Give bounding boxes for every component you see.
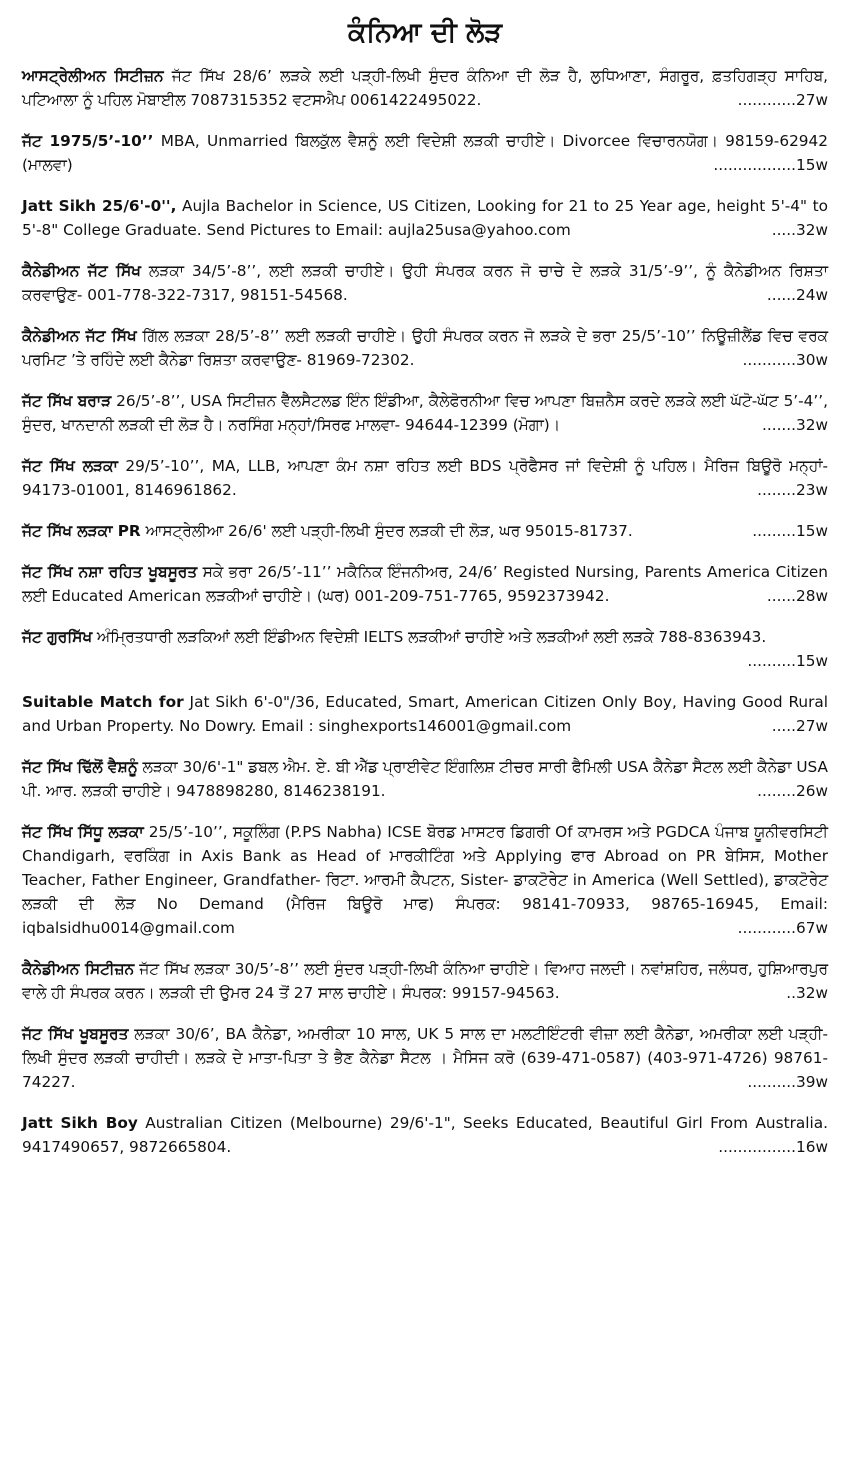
ad-lead: ਜੱਟ ਸਿੱਖ ਸਿੱਧੂ ਲੜਕਾ bbox=[22, 823, 144, 841]
ad-entry bbox=[22, 389, 828, 437]
ad-lead: ਜੱਟ ਸਿੱਖ ਨਸ਼ਾ ਰਹਿਤ ਖੂਬਸੂਰਤ bbox=[22, 563, 198, 581]
ad-lead: ਆਸਟ੍ਰੇਲੀਅਨ ਸਿਟੀਜ਼ਨ bbox=[22, 67, 164, 85]
ad-text: ਸਕੇ ਭਰਾ 26/5’-11’’ ਮਕੈਨਿਕ ਇੰਜਨੀਅਰ, 24/6’ Registed Nursing, Parents America Citizen ਲਈ Educated American ਲੜਕੀਆਂ ਚਾਹੀਏ। (ਘਰ) 001-209-751-7765, 9592373942. bbox=[22, 563, 828, 605]
ad-lead: ਜੱਟ 1975/5’-10’’ bbox=[22, 132, 154, 150]
ad-word-count: ...........30w bbox=[742, 351, 828, 369]
page-title: ਕੰਨਿਆ ਦੀ ਲੋੜ bbox=[347, 17, 503, 48]
ad-lead: ਜੱਟ ਸਿੱਖ ਲੜਕਾ PR bbox=[22, 522, 141, 540]
ad-text: ਲੜਕਾ 30/6'-1" ਡਬਲ ਐਮ. ਏ. ਬੀ ਐੱਡ ਪ੍ਰਾਈਵੇਟ ਇੰਗਲਿਸ਼ ਟੀਚਰ ਸਾਰੀ ਫੈਮਿਲੀ USA ਕੈਨੇਡਾ ਸੈਟਲ ਲਈ ਕੈਨੇਡਾ USA ਪੀ. ਆਰ. ਲੜਕੀ ਚਾਹੀਏ। 9478898280, 8146238191. bbox=[22, 758, 828, 800]
ad-entry bbox=[22, 259, 828, 307]
ad-entry bbox=[22, 755, 828, 803]
ads-list bbox=[22, 64, 828, 1159]
ad-entry bbox=[22, 519, 828, 543]
ad-entry bbox=[22, 324, 828, 372]
ad-lead: ਜੱਟ ਸਿੱਖ ਬਰਾੜ bbox=[22, 392, 112, 410]
ad-text: ਅੰਮ੍ਰਿਤਧਾਰੀ ਲੜਕਿਆਂ ਲਈ ਇੰਡੀਅਨ ਵਿਦੇਸ਼ੀ IELTS ਲੜਕੀਆਂ ਚਾਹੀਏ ਅਤੇ ਲੜਕੀਆਂ ਲਈ ਲੜਕੇ 788-8363943. bbox=[92, 628, 767, 646]
ad-text: 29/5’-10’’, MA, LLB, ਆਪਣਾ ਕੰਮ ਨਸ਼ਾ ਰਹਿਤ ਲਈ BDS ਪ੍ਰੋਫੈਸਰ ਜਾਂ ਵਿਦੇਸ਼ੀ ਨੂੰ ਪਹਿਲ। ਮੈਰਿਜ ਬਿਊਰੋ ਮਨ੍ਹਾਂ- 94173-01001, 8146961862. bbox=[22, 457, 828, 499]
ad-lead: ਜੱਟ ਗੁਰਸਿੱਖ bbox=[22, 628, 93, 646]
ad-text: ਗਿੱਲ ਲੜਕਾ 28/5’-8’’ ਲਈ ਲੜਕੀ ਚਾਹੀਏ। ਉਹੀ ਸੰਪਰਕ ਕਰਨ ਜੋ ਲੜਕੇ ਦੇ ਭਰਾ 25/5’-10’’ ਨਿਊਜ਼ੀਲੈਂਡ ਵਿਚ ਵਰਕ ਪਰਮਿਟ ’ਤੇ ਰਹਿੰਦੇ ਲਈ ਕੈਨੇਡਾ ਰਿਸ਼ਤਾ ਕਰਵਾਉਣ- 81969-72302. bbox=[22, 327, 828, 369]
ad-text: 26/5’-8’’, USA ਸਿਟੀਜ਼ਨ ਵੈੱਲਸੈਟਲਡ ਇੰਨ ਇੰਡੀਆ, ਕੈਲੇਫੋਰਨੀਆ ਵਿਚ ਆਪਣਾ ਬਿਜ਼ਨੈਸ ਕਰਦੇ ਲੜਕੇ ਲਈ ਘੱਟੋ-ਘੱਟ 5’-4’’, ਸੁੰਦਰ, ਖਾਨਦਾਨੀ ਲੜਕੀ ਦੀ ਲੋੜ ਹੈ। ਨਰਸਿੰਗ ਮਨ੍ਹਾਂ/ਸਿਰਫ ਮਾਲਵਾ- 94644-12399 (ਮੋਗਾ)। bbox=[22, 392, 828, 434]
ad-word-count: ..........15w bbox=[747, 652, 828, 670]
ad-entry bbox=[22, 1022, 828, 1094]
ad-entry bbox=[22, 690, 828, 738]
ad-entry bbox=[22, 560, 828, 608]
ad-word-count: ........23w bbox=[757, 481, 828, 499]
ad-lead: ਜੱਟ ਸਿੱਖ ਢਿੱਲੋਂ ਵੈਸ਼ਨੂੰ bbox=[22, 758, 138, 776]
ad-text: Australian Citizen (Melbourne) 29/6'-1", Seeks Educated, Beautiful Girl From Australia. 9417490657, 9872665804. bbox=[22, 1114, 828, 1156]
ad-word-count: ..........39w bbox=[747, 1073, 828, 1091]
ad-word-count: ........26w bbox=[757, 782, 828, 800]
ad-entry bbox=[22, 129, 828, 177]
ad-text: 25/5’-10’’, ਸਕੂਲਿੰਗ (P.PS Nabha) ICSE ਬੋਰਡ ਮਾਸਟਰ ਡਿਗਰੀ Of ਕਾਮਰਸ ਅਤੇ PGDCA ਪੰਜਾਬ ਯੂਨੀਵਰਸਿਟੀ Chandigarh, ਵਰਕਿੰਗ in Axis Bank as Head of ਮਾਰਕੀਟਿੰਗ ਅਤੇ Applying ਫਾਰ Abroad on PR ਬੇਸਿਸ, Mother Teacher, Father Engineer, Grandfather- ਰਿਟਾ. ਆਰਮੀ ਕੈਪਟਨ, Sister- ਡਾਕਟੋਰੇਟ in America (Well Settled), ਡਾਕਟੋਰੇਟ ਲੜਕੀ ਦੀ ਲੋੜ No Demand (ਮੈਰਿਜ ਬਿਊਰੋ ਮਾਫ) ਸੰਪਰਕ: 98141-70933, 98765-16945, Email: iqbalsidhu0014@gmail.com bbox=[22, 823, 828, 937]
ad-text: Jat Sikh 6'-0"/36, Educated, Smart, American Citizen Only Boy, Having Good Rural and Urban Property. No Dowry. Email : singhexports146001@gmail.com bbox=[22, 693, 828, 735]
ad-word-count: .....27w bbox=[771, 717, 828, 735]
ad-lead: ਜੱਟ ਸਿੱਖ ਲੜਕਾ bbox=[22, 457, 118, 475]
ad-word-count: ............27w bbox=[737, 91, 828, 109]
ad-entry bbox=[22, 454, 828, 502]
ad-text: ਜੱਟ ਸਿੱਖ ਲੜਕਾ 30/5’-8’’ ਲਈ ਸੁੰਦਰ ਪੜ੍ਹੀ-ਲਿਖੀ ਕੰਨਿਆ ਚਾਹੀਏ। ਵਿਆਹ ਜਲਦੀ। ਨਵਾਂਸ਼ਹਿਰ, ਜਲੰਧਰ, ਹੁਸ਼ਿਆਰਪੁਰ ਵਾਲੇ ਹੀ ਸੰਪਰਕ ਕਰਨ। ਲੜਕੀ ਦੀ ਉਮਰ 24 ਤੋਂ 27 ਸਾਲ ਚਾਹੀਏ। ਸੰਪਰਕ: 99157-94563. bbox=[22, 960, 829, 1002]
ad-entry bbox=[22, 625, 828, 673]
ad-text: Aujla Bachelor in Science, US Citizen, Looking for 21 to 25 Year age, height 5'-4" to 5'-8" College Graduate. Send Pictures to Email: aujla25usa@yahoo.com bbox=[22, 197, 829, 239]
ad-entry bbox=[22, 64, 828, 112]
ad-word-count: .....32w bbox=[771, 221, 828, 239]
ad-text: ਲੜਕਾ 34/5’-8’’, ਲਈ ਲੜਕੀ ਚਾਹੀਏ। ਉਹੀ ਸੰਪਰਕ ਕਰਨ ਜੋ ਚਾਚੇ ਦੇ ਲੜਕੇ 31/5’-9’’, ਨੂੰ ਕੈਨੇਡੀਅਨ ਰਿਸ਼ਤਾ ਕਰਵਾਉਣ- 001-778-322-7317, 98151-54568. bbox=[22, 262, 829, 304]
ad-entry bbox=[22, 194, 828, 242]
ad-entry bbox=[22, 1111, 828, 1159]
ad-text: ਲੜਕਾ 30/6’, BA ਕੈਨੇਡਾ, ਅਮਰੀਕਾ 10 ਸਾਲ, UK 5 ਸਾਲ ਦਾ ਮਲਟੀਇੰਟਰੀ ਵੀਜ਼ਾ ਲਈ ਕੈਨੇਡਾ, ਅਮਰੀਕਾ ਲਈ ਪੜ੍ਹੀ-ਲਿਖੀ ਸੁੰਦਰ ਲੜਕੀ ਚਾਹੀਦੀ। ਲੜਕੇ ਦੇ ਮਾਤਾ-ਪਿਤਾ ਤੇ ਭੈਣ ਕੈਨੇਡਾ ਸੈਟਲ । ਮੈਸਿਜ ਕਰੋ (639-471-0587) (403-971-4726) 98761-74227. bbox=[22, 1025, 828, 1091]
ad-text: ਆਸਟ੍ਰੇਲੀਆ 26/6' ਲਈ ਪੜ੍ਹੀ-ਲਿਖੀ ਸੁੰਦਰ ਲੜਕੀ ਦੀ ਲੋੜ, ਘਰ 95015-81737. bbox=[140, 522, 633, 540]
ad-word-count: .................15w bbox=[713, 156, 828, 174]
ad-word-count: .......32w bbox=[761, 416, 828, 434]
ad-lead: Suitable Match for bbox=[22, 693, 184, 711]
ad-word-count: ................16w bbox=[718, 1138, 828, 1156]
ad-lead: ਜੱਟ ਸਿੱਖ ਖੂਬਸੂਰਤ bbox=[22, 1025, 129, 1043]
ad-text: ਜੱਟ ਸਿੱਖ 28/6’ ਲੜਕੇ ਲਈ ਪੜ੍ਹੀ-ਲਿਖੀ ਸੁੰਦਰ ਕੰਨਿਆ ਦੀ ਲੋੜ ਹੈ, ਲੁਧਿਆਣਾ, ਸੰਗਰੂਰ, ਫ਼ਤਹਿਗੜ੍ਹ ਸਾਹਿਬ, ਪਟਿਆਲਾ ਨੂੰ ਪਹਿਲ ਮੋਬਾਈਲ 7087315352 ਵਟਸਐਪ 0061422495022. bbox=[22, 67, 828, 109]
ad-word-count: ......28w bbox=[766, 587, 828, 605]
ad-lead: ਕੈਨੇਡੀਅਨ ਸਿਟੀਜ਼ਨ bbox=[22, 960, 135, 978]
ad-lead: Jatt Sikh 25/6'-0'', bbox=[22, 197, 177, 215]
ad-lead: ਕੈਨੇਡੀਅਨ ਜੱਟ ਸਿੱਖ bbox=[22, 262, 141, 280]
ad-word-count: ............67w bbox=[737, 919, 828, 937]
ad-lead: Jatt Sikh Boy bbox=[22, 1114, 138, 1132]
ad-entry bbox=[22, 957, 828, 1005]
ad-text: MBA, Unmarried ਬਿਲਕੁੱਲ ਵੈਸ਼ਨੂੰ ਲਈ ਵਿਦੇਸ਼ੀ ਲੜਕੀ ਚਾਹੀਏ। Divorcee ਵਿਚਾਰਨਯੋਗ। 98159-62942 (ਮਾਲਵਾ) bbox=[22, 132, 828, 174]
ad-word-count: ..32w bbox=[786, 984, 828, 1002]
ad-entry bbox=[22, 820, 828, 940]
ad-word-count: .........15w bbox=[752, 522, 828, 540]
ad-word-count: ......24w bbox=[766, 286, 828, 304]
ad-lead: ਕੈਨੇਡੀਅਨ ਜੱਟ ਸਿੱਖ bbox=[22, 327, 137, 345]
